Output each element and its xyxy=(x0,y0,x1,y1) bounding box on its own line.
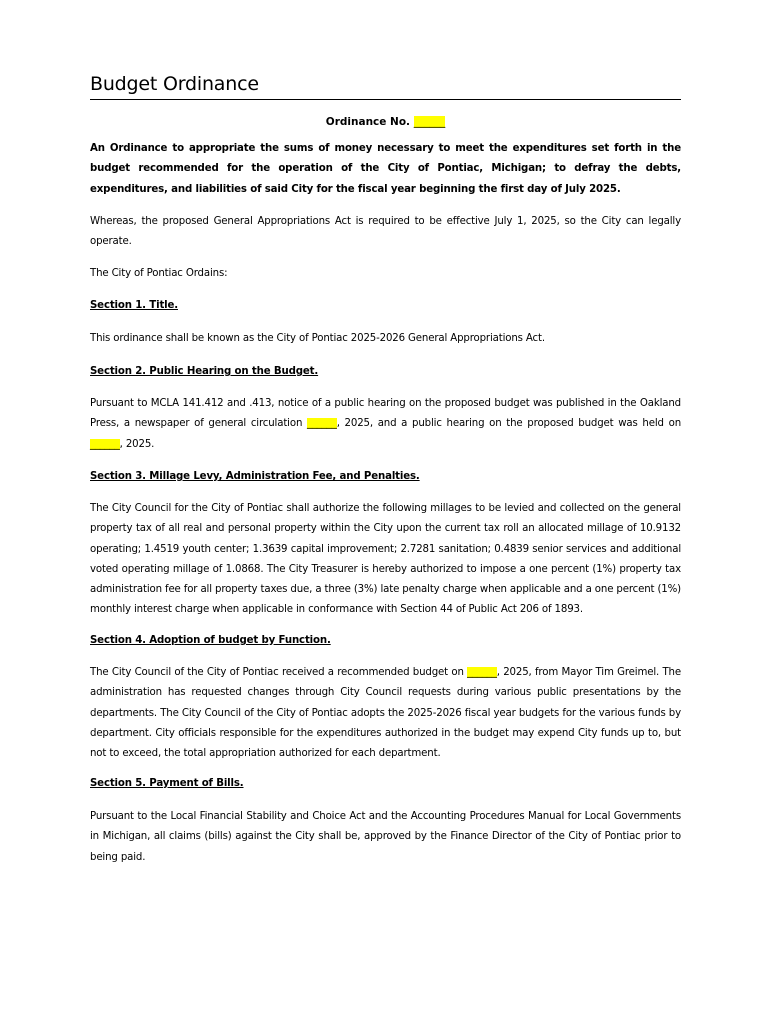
section-3-heading: Section 3. Millage Levy, Administration Fee, and Penalties. xyxy=(90,471,420,482)
section-2-blank-1: ______ xyxy=(307,418,337,430)
section-4-body xyxy=(90,663,681,764)
section-1-heading: Section 1. Title. xyxy=(90,300,178,311)
document-title: Budget Ordinance xyxy=(90,72,681,100)
section-2-text-3: , 2025. xyxy=(119,438,155,450)
section-2-body xyxy=(90,394,681,455)
section-2-text-2: , 2025, and a public hearing on the proposed budget was held on xyxy=(336,418,681,430)
whereas-paragraph: Whereas, the proposed General Appropriations Act is required to be effective July 1, 2025, so the City can legally operate. xyxy=(90,216,681,248)
section-5-body: Pursuant to the Local Financial Stability and Choice Act and the Accounting Procedures Manual for Local Governments in Michigan, all claims (bills) against the City shall be, approved by the Finance Director of the City of Pontiac prior to being paid. xyxy=(90,811,681,863)
section-5-heading: Section 5. Payment of Bills. xyxy=(90,778,244,789)
section-4-text-1: The City Council of the City of Pontiac received a recommended budget on xyxy=(90,667,468,678)
section-4-heading: Section 4. Adoption of budget by Function. xyxy=(90,635,331,646)
ordinance-number-label: Ordinance No. xyxy=(325,116,411,128)
section-2-blank-2: ______ xyxy=(90,438,120,450)
section-4-blank-1: ______ xyxy=(467,667,497,678)
section-2-text-1: Pursuant to MCLA 141.412 and .413, notice of a public hearing on the proposed budget was published in the Oakland Press, a newspaper of general circulation xyxy=(90,398,681,430)
ordains-line: The City of Pontiac Ordains: xyxy=(90,268,228,279)
section-3-body: The City Council for the City of Pontiac shall authorize the following millages to be levied and collected on the general property tax of all real and personal property within the City upon the current tax roll an allocated millage of 10.9132 operating; 1.4519 youth center; 1.3639 capital improvement; 2.7281 sanitation; 0.4839 senior services and additional voted operating millage of 1.0868. The City Treasurer is hereby authorized to impose a one percent (1%) property tax administration fee for all property taxes due, a three (3%) late penalty charge when applicable and a one percent (1%) monthly interest charge when applicable in conformance with Section 44 of Public Act 206 of 1893. xyxy=(90,503,681,616)
section-1-body: This ordinance shall be known as the City of Pontiac 2025-2026 General Appropriations Act. xyxy=(90,333,545,344)
section-2-heading: Section 2. Public Hearing on the Budget. xyxy=(90,366,319,377)
ordinance-number-line xyxy=(90,113,681,131)
section-4-text-2: , 2025, from Mayor Tim Greimel. The administration has requested changes through City Council requests during various public presentations by the departments. The City Council of the City of Pontiac adopts the 2025-2026 fiscal year budgets for the various funds by department. City officials responsible for the expenditures authorized in the budget may expend City funds up to, but not to exceed, the total appropriation authorized for each department. xyxy=(90,667,681,760)
ordinance-number-blank: ______ xyxy=(413,116,446,128)
preamble-paragraph: An Ordinance to appropriate the sums of money necessary to meet the expenditures set forth in the budget recommended for the operation of the City of Pontiac, Michigan; to defray the debts, expenditures, and liabilities of said City for the fiscal year beginning the first day of July 2025. xyxy=(90,143,681,195)
